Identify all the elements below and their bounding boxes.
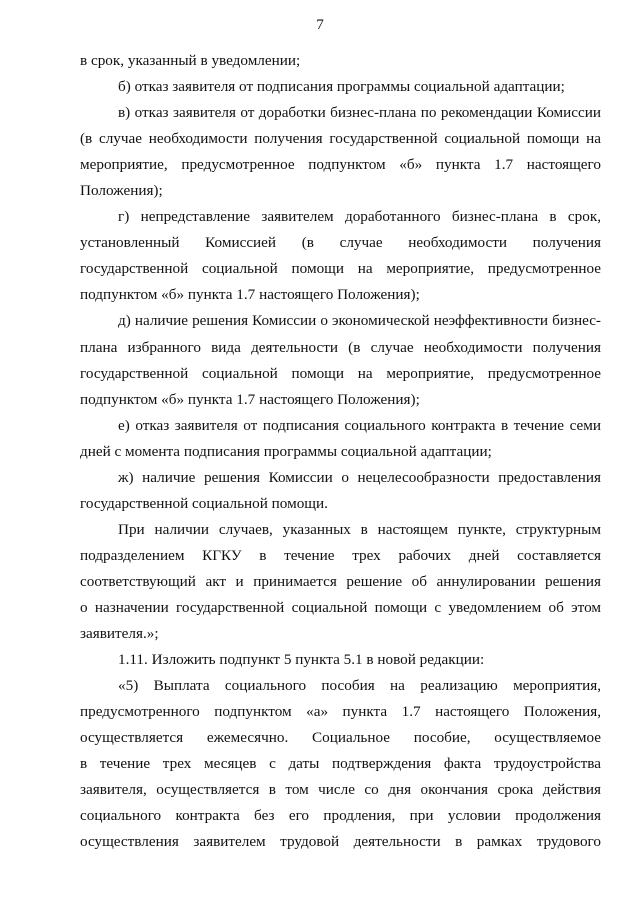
text-line: Положения); [80, 182, 163, 200]
text-line: государственной социальной помощи на мероприятие, предусмотренное [80, 364, 601, 382]
text-line: (в случае необходимости получения государственной социальной помощи на [80, 130, 601, 148]
text-line: соответствующий акт и принимается решение об аннулировании решения [80, 572, 601, 590]
text-line: г) непредставление заявителем доработанного бизнес-плана в срок, [118, 208, 601, 226]
text-line: подразделением КГКУ в течение трех рабочих дней составляется [80, 546, 601, 564]
text-line: государственной социальной помощи. [80, 494, 328, 512]
text-line: заявителя.»; [80, 625, 159, 643]
text-line: государственной социальной помощи на мероприятие, предусмотренное [80, 260, 601, 278]
text-line: подпунктом «б» пункта 1.7 настоящего Положения); [80, 286, 420, 304]
document-body [80, 48, 601, 855]
text-line: дней с момента подписания программы социальной адаптации; [80, 442, 492, 460]
text-line: плана избранного вида деятельности (в случае необходимости получения [80, 338, 601, 356]
text-line: в) отказ заявителя от доработки бизнес-плана по рекомендации Комиссии [118, 104, 601, 122]
text-line: осуществления заявителем трудовой деятельности в рамках трудового [80, 833, 601, 851]
page-number: 7 [316, 16, 324, 33]
text-line: подпунктом «б» пункта 1.7 настоящего Положения); [80, 390, 420, 408]
text-line: социального контракта без его продления, при условии продолжения [80, 807, 601, 825]
text-line: мероприятие, предусмотренное подпунктом «б» пункта 1.7 настоящего [80, 156, 601, 174]
text-line: е) отказ заявителя от подписания социального контракта в течение семи [118, 416, 601, 434]
text-line: в течение трех месяцев с даты подтверждения факта трудоустройства [80, 755, 601, 773]
text-line: заявителя, осуществляется в том числе со дня окончания срока действия [80, 781, 601, 799]
text-line: При наличии случаев, указанных в настоящем пункте, структурным [118, 520, 601, 538]
text-line: д) наличие решения Комиссии о экономической неэффективности бизнес- [118, 312, 601, 330]
text-line: «5) Выплата социального пособия на реализацию мероприятия, [118, 677, 601, 695]
text-line: установленный Комиссией (в случае необходимости получения [80, 234, 601, 252]
text-line: осуществляется ежемесячно. Социальное пособие, осуществляемое [80, 729, 601, 747]
text-line: в срок, указанный в уведомлении; [80, 52, 301, 69]
text-line: ж) наличие решения Комиссии о нецелесообразности предоставления [118, 468, 601, 486]
text-line: предусмотренного подпунктом «а» пункта 1.7 настоящего Положения, [80, 703, 601, 721]
text-line: б) отказ заявителя от подписания программы социальной адаптации; [118, 78, 565, 96]
text-line: 1.11. Изложить подпункт 5 пункта 5.1 в новой редакции: [118, 651, 485, 669]
text-line: о назначении государственной социальной помощи с уведомлением об этом [80, 598, 601, 616]
